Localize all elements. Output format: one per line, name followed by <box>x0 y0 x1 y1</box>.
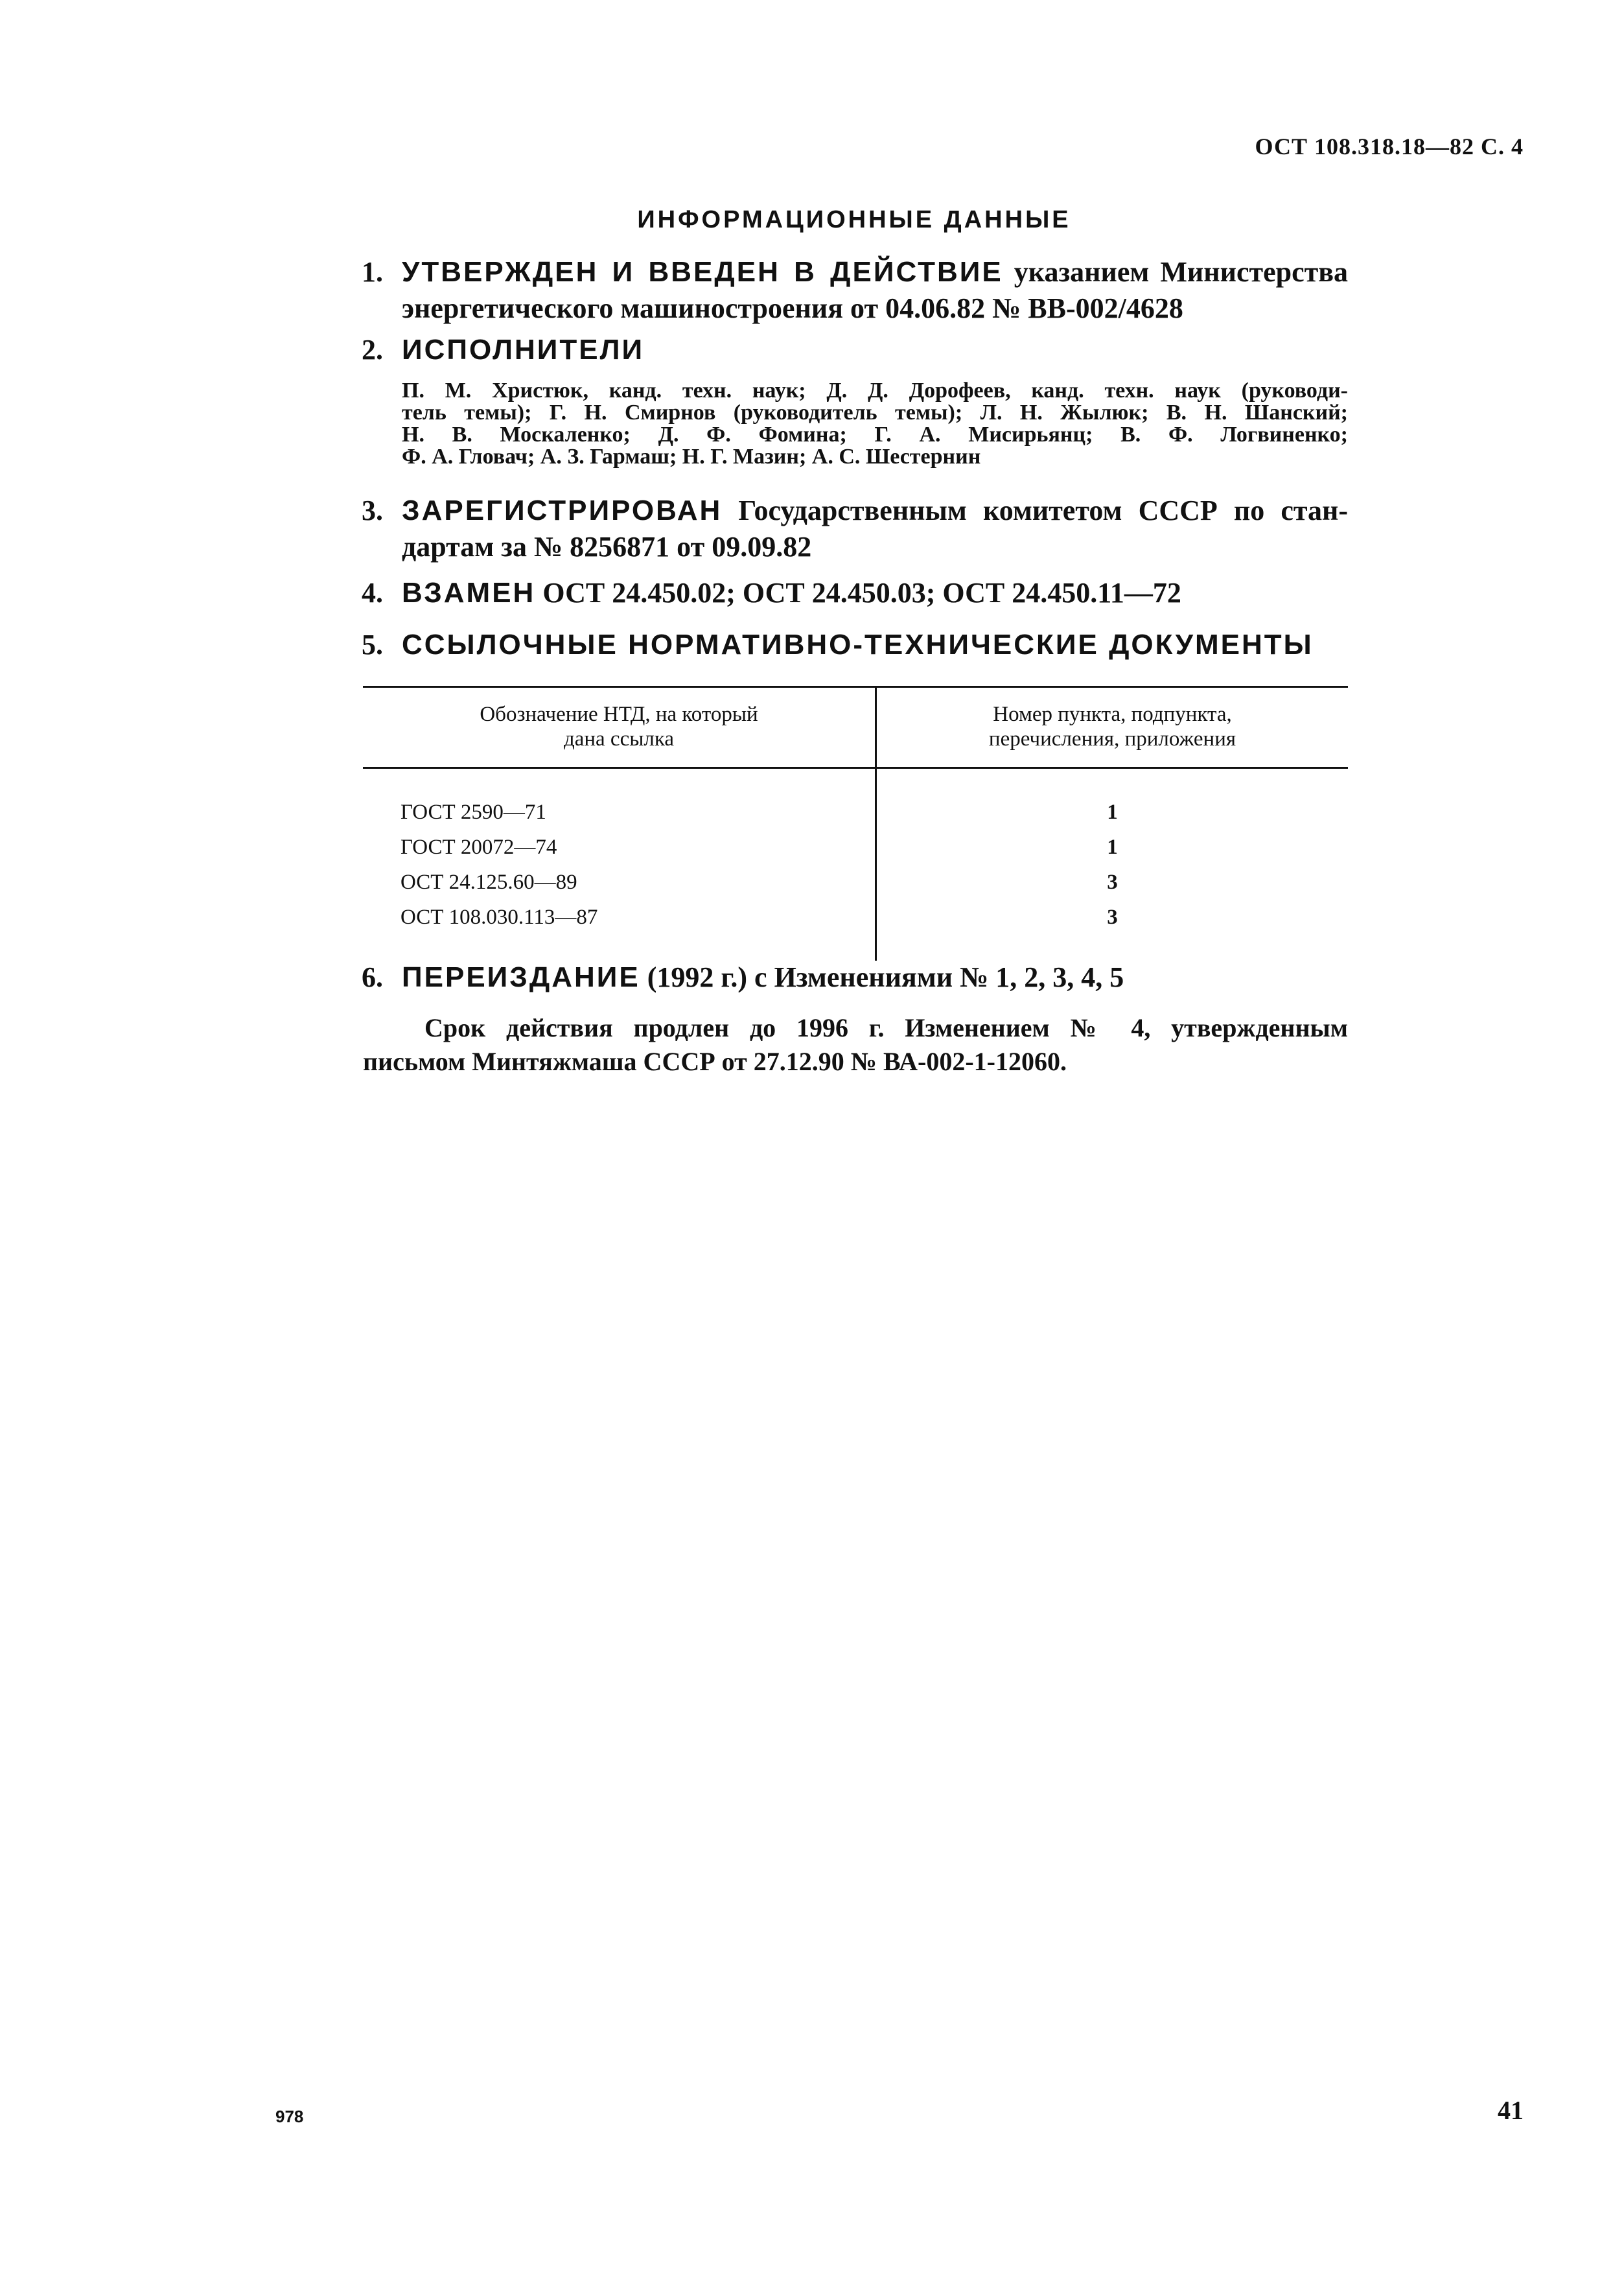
page-number: 41 <box>1498 2096 1524 2125</box>
executor-line: П. М. Христюк, канд. техн. наук; Д. Д. Дорофеев, канд. техн. наук (руководи- <box>402 379 1348 403</box>
references-table <box>363 686 1348 961</box>
page-title: ИНФОРМАЦИОННЫЕ ДАННЫЕ <box>637 206 1071 233</box>
section-references <box>363 627 1348 663</box>
section-number: 2. <box>362 334 383 366</box>
note-line: письмом Минтяжмаша СССР от 27.12.90 № ВА-002-1-12060. <box>363 1047 1067 1076</box>
section-registered <box>363 493 1348 565</box>
footer-page-code: 978 <box>275 2107 304 2126</box>
table-row <box>363 768 1348 830</box>
reference-cell: 1 <box>1107 801 1118 824</box>
section-heading: ПЕРЕИЗДАНИЕ <box>402 961 640 993</box>
section-replaces <box>363 575 1348 611</box>
document-code: ОСТ 108.318.18—82 С. 4 <box>1255 134 1524 159</box>
column-header-document: Обозначение НТД, на который дана ссылка <box>363 687 876 768</box>
executor-line: Ф. А. Гловач; А. З. Гармаш; Н. Г. Мазин; А. С. Шестернин <box>402 445 981 469</box>
section-number: 6. <box>362 961 383 993</box>
section-heading: ЗАРЕГИСТРИРОВАН <box>402 495 723 526</box>
validity-note <box>363 1011 1348 1079</box>
executor-line: тель темы); Г. Н. Смирнов (руководитель темы); Л. Н. Жылюк; В. Н. Шанский; <box>402 401 1348 425</box>
document-cell: ОСТ 24.125.60—89 <box>363 865 876 900</box>
document-cell: ГОСТ 20072—74 <box>363 830 876 865</box>
reference-cell: 3 <box>1107 906 1118 929</box>
document-cell: ГОСТ 2590—71 <box>363 768 876 830</box>
section-heading: ССЫЛОЧНЫЕ НОРМАТИВНО-ТЕХНИЧЕСКИЕ ДОКУМЕНТЫ <box>402 629 1314 661</box>
note-line: Срок действия продлен до 1996 г. Изменением № 4, утвержденным <box>424 1013 1348 1042</box>
reference-cell: 1 <box>1107 836 1118 859</box>
section-text: (1992 г.) с Изменениями № 1, 2, 3, 4, 5 <box>647 961 1124 993</box>
section-number: 4. <box>362 577 383 609</box>
section-heading: УТВЕРЖДЕН И ВВЕДЕН В ДЕЙСТВИЕ <box>402 256 1003 288</box>
table-row <box>363 830 1348 865</box>
section-executors <box>363 332 1348 468</box>
table-row <box>363 900 1348 961</box>
section-reissue <box>363 959 1348 996</box>
section-text-line: энергетического машиностроения от 04.06.82 № ВВ-002/4628 <box>402 292 1183 324</box>
section-heading: ИСПОЛНИТЕЛИ <box>402 334 645 366</box>
column-header-reference: Номер пункта, подпункта, перечисления, приложения <box>876 687 1349 768</box>
section-text: Государственным комитетом СССР по стан- <box>738 495 1349 526</box>
section-number: 5. <box>362 629 383 661</box>
document-cell: ОСТ 108.030.113—87 <box>363 900 876 961</box>
section-number: 1. <box>362 256 383 288</box>
section-approved <box>363 254 1348 327</box>
executor-line: Н. В. Москаленко; Д. Ф. Фомина; Г. А. Мисирьянц; В. Ф. Логвиненко; <box>402 423 1348 447</box>
section-number: 3. <box>362 495 383 526</box>
section-text-line: дартам за № 8256871 от 09.09.82 <box>402 531 812 563</box>
reference-cell: 3 <box>1107 871 1118 894</box>
table-row <box>363 865 1348 900</box>
section-text: ОСТ 24.450.02; ОСТ 24.450.03; ОСТ 24.450.11—72 <box>542 577 1181 609</box>
section-text: указанием Министерства <box>1014 256 1349 288</box>
section-heading: ВЗАМЕН <box>402 577 536 609</box>
table-header-row <box>363 687 1348 768</box>
